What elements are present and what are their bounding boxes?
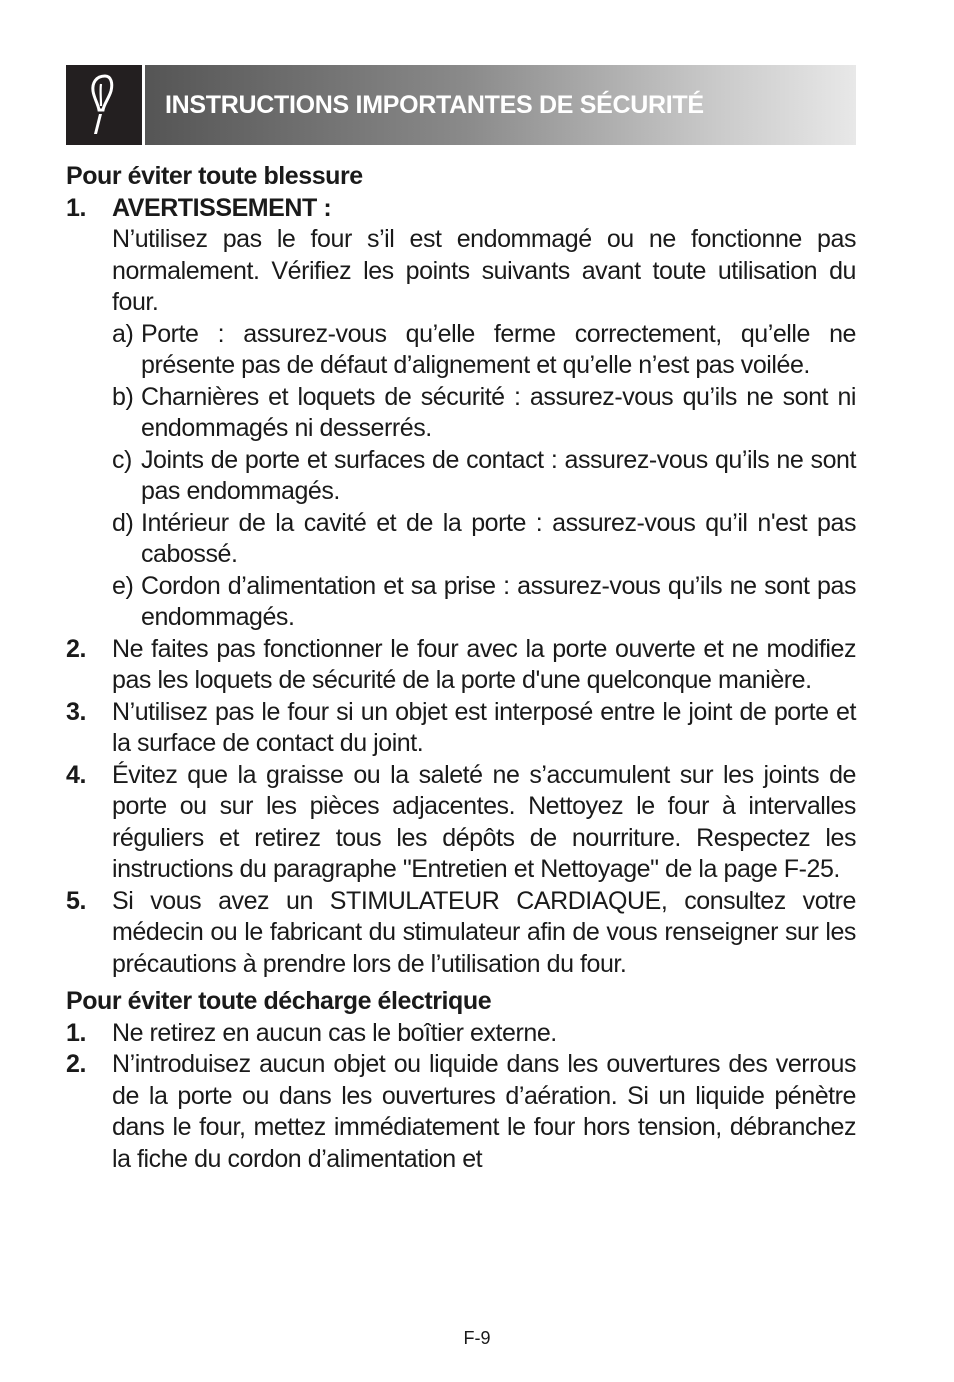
section-title: Pour éviter toute blessure <box>66 162 363 190</box>
item-text: Évitez que la graisse ou la saleté ne s’accumulent sur les joints de porte ou sur les pièces adjacentes. Nettoyez le four à intervalles réguliers et retirez tous les dépôts de nourriture. Respectez les instructions du paragraphe "Entretien et Nettoyage" de la page F-25. <box>112 760 856 883</box>
content <box>66 161 856 1175</box>
sub-item-text: Porte : assurez-vous qu’elle ferme correctement, qu’elle ne présente pas de défaut d’alignement et qu’elle n’est pas voilée. <box>141 319 856 379</box>
sub-item-text: Charnières et loquets de sécurité : assurez-vous qu’ils ne sont ni endommagés ni desserrés. <box>141 382 856 442</box>
list-item <box>66 886 856 981</box>
sub-item-text: Cordon d’alimentation et sa prise : assurez-vous qu’ils ne sont pas endommagés. <box>141 571 856 631</box>
warning-icon-box <box>66 65 142 145</box>
page-title: INSTRUCTIONS IMPORTANTES DE SÉCURITÉ <box>165 90 704 119</box>
sub-item <box>112 508 856 571</box>
page-number: F-9 <box>463 1328 491 1348</box>
sub-item-letter: d) <box>112 508 134 537</box>
sub-item <box>112 445 856 508</box>
header-bar <box>145 65 856 145</box>
item-label: AVERTISSEMENT : <box>112 193 332 222</box>
item-number: 2. <box>66 634 86 663</box>
list-item <box>66 760 856 886</box>
item-number: 2. <box>66 1050 86 1078</box>
item-number: 5. <box>66 886 86 915</box>
list-item <box>66 1018 856 1050</box>
item-text: N’introduisez aucun objet ou liquide dans les ouvertures des verrous de la porte ou dans les ouvertures d’aération. Si un liquide pénètre dans le four, mettez immédiatement le four hors tension, débranchez la fiche du cordon d’alimentation et <box>112 1050 856 1173</box>
sub-item-letter: e) <box>112 571 134 600</box>
item-text: N’utilisez pas le four si un objet est interposé entre le joint de porte et la surface de contact du joint. <box>112 697 856 757</box>
sub-item-letter: a) <box>112 319 134 348</box>
sub-item-text: Joints de porte et surfaces de contact : assurez-vous qu’ils ne sont pas endommagés. <box>141 445 856 505</box>
item-text: Ne retirez en aucun cas le boîtier externe. <box>112 1018 557 1047</box>
list-item <box>66 634 856 697</box>
sub-item-letter: c) <box>112 445 132 474</box>
sub-item-letter: b) <box>112 382 134 411</box>
list-item <box>66 697 856 760</box>
section-header <box>66 65 856 145</box>
item-text: Si vous avez un STIMULATEUR CARDIAQUE, consultez votre médecin ou le fabricant du stimulateur afin de vous renseigner sur les précautions à prendre lors de l’utilisation du four. <box>112 886 856 978</box>
item-text: N’utilisez pas le four s’il est endommagé ou ne fonctionne pas normalement. Vérifiez les points suivants avant toute utilisation du four. <box>112 225 856 316</box>
list-item <box>66 193 856 634</box>
section-title: Pour éviter toute décharge électrique <box>66 987 492 1015</box>
sub-item <box>112 382 856 445</box>
item-body <box>112 193 856 634</box>
item-number: 3. <box>66 697 86 726</box>
exclamation-icon <box>87 74 121 136</box>
item-number: 4. <box>66 760 86 789</box>
list-item <box>66 1049 856 1175</box>
item-number: 1. <box>66 193 86 222</box>
sub-item <box>112 319 856 382</box>
item-number: 1. <box>66 1018 86 1047</box>
sub-item <box>112 571 856 634</box>
sub-item-text: Intérieur de la cavité et de la porte : assurez-vous qu’il n'est pas cabossé. <box>141 508 856 568</box>
item-text: Ne faites pas fonctionner le four avec la porte ouverte et ne modifiez pas les loquets de sécurité de la porte d'une quelconque manière. <box>112 634 856 694</box>
